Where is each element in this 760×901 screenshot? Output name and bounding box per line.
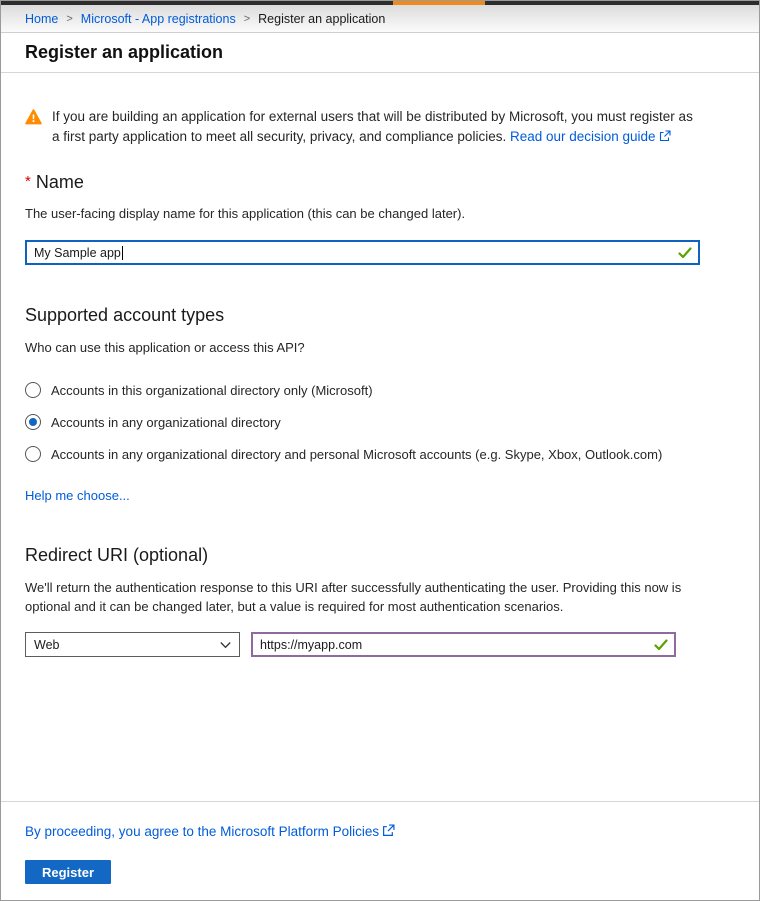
radio-circle[interactable] [25, 382, 41, 398]
window-top-bar [1, 1, 759, 5]
required-asterisk: * [25, 173, 31, 190]
help-me-choose-link[interactable]: Help me choose... [25, 488, 130, 503]
external-link-icon [659, 128, 671, 148]
name-section-heading: * Name [25, 172, 84, 192]
warning-triangle-icon [25, 109, 42, 148]
breadcrumb-home-link[interactable]: Home [25, 11, 59, 26]
platform-policies-link[interactable]: By proceeding, you agree to the Microsoft Platform Policies [25, 824, 395, 840]
breadcrumb-current-page: Register an application [258, 11, 386, 26]
text-cursor [122, 246, 123, 260]
radio-option-any-directory[interactable] [25, 414, 700, 430]
decision-guide-link[interactable]: Read our decision guide [510, 129, 671, 144]
loading-progress-bar [393, 1, 485, 5]
radio-option-this-directory[interactable] [25, 382, 700, 398]
redirect-uri-input[interactable] [251, 632, 676, 657]
valid-checkmark-icon [678, 247, 692, 259]
redirect-uri-row [25, 632, 700, 657]
breadcrumb-separator: > [243, 12, 251, 25]
radio-option-any-directory-personal[interactable] [25, 446, 700, 462]
redirect-uri-heading: Redirect URI (optional) [25, 545, 209, 565]
name-input[interactable] [25, 240, 700, 265]
radio-label: Accounts in any organizational directory and personal Microsoft accounts (e.g. Skype, Xbox, Outlook.com) [51, 446, 663, 462]
radio-label: Accounts in any organizational directory [51, 414, 281, 430]
first-party-warning-banner [25, 107, 700, 148]
platform-type-value: Web [34, 637, 60, 652]
redirect-uri-description: We'll return the authentication response to this URI after successfully authenticating the user. Providing this now is optional and it can be changed later, but a value is required for most authentication scenarios. [25, 580, 682, 614]
breadcrumb-app-registrations-link[interactable]: Microsoft - App registrations [80, 11, 236, 26]
radio-label: Accounts in this organizational directory only (Microsoft) [51, 382, 373, 398]
external-link-icon [382, 824, 395, 840]
redirect-uri-value: https://myapp.com [260, 637, 363, 652]
account-types-heading: Supported account types [25, 305, 225, 325]
warning-text: If you are building an application for external users that will be distributed by Microsoft, you must register as a first party application to meet all security, privacy, and compliance policies. Read our decision guide [52, 107, 700, 148]
breadcrumb-separator: > [66, 12, 73, 25]
account-type-radio-group [25, 382, 700, 462]
account-types-question: Who can use this application or access this API? [25, 340, 305, 355]
name-description: The user-facing display name for this application (this can be changed later). [25, 206, 466, 221]
page-title: Register an application [25, 42, 224, 62]
page-title-bar [1, 33, 759, 73]
chevron-down-icon [220, 641, 231, 648]
name-input-value: My Sample app [34, 245, 121, 260]
radio-circle[interactable] [25, 446, 41, 462]
form-content [1, 107, 759, 657]
breadcrumb [1, 5, 759, 33]
valid-checkmark-icon [654, 639, 668, 651]
footer-bar [1, 801, 759, 900]
platform-type-select[interactable] [25, 632, 240, 657]
radio-circle[interactable] [25, 414, 41, 430]
register-button[interactable]: Register [25, 860, 111, 884]
